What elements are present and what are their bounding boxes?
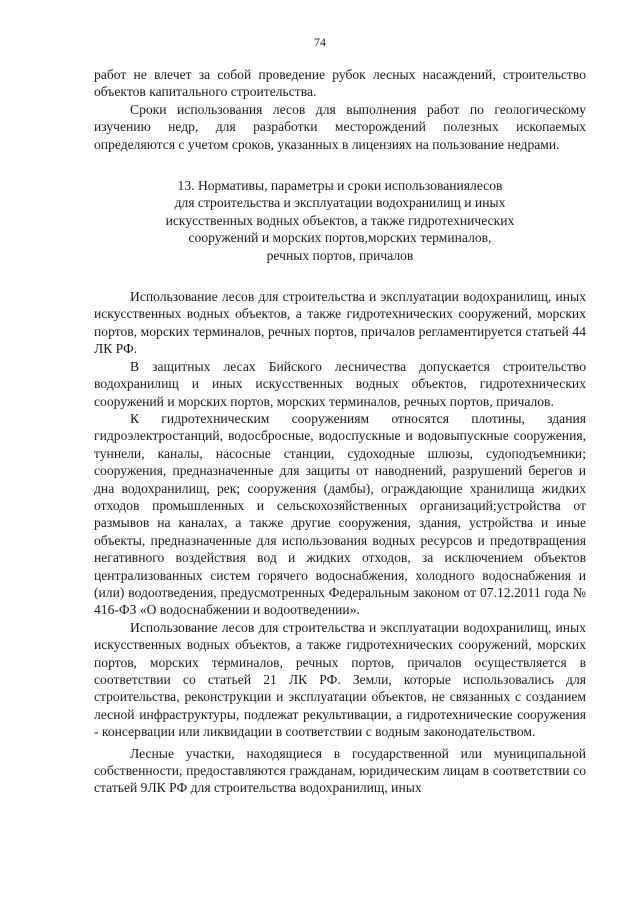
paragraph-geology-terms: Сроки использования лесов для выполнения работ по геологическому изучению недр, для разработки месторождений полезных ископаемых определяются с учетом сроков, указанных в лицензиях на пользование недрами.	[94, 101, 586, 152]
section-heading-line: для строительства и эксплуатации водохранилищ и иных	[174, 195, 506, 211]
paragraph-regulation: Использование лесов для строительства и эксплуатации водохранилищ, иных искусственных водных объектов, а также гидротехнических сооружений, морских портов, морских терминалов, речных портов, причалов регламентируется статьей 44 ЛК РФ.	[94, 289, 586, 357]
paragraph-land-plots: Лесные участки, находящиеся в государственной или муниципальной собственности, предоставляются гражданам, юридическим лицам в соответствии со статьей 9ЛК РФ для строительства водохранилищ, иных	[94, 745, 586, 796]
paragraph-protective-forests: В защитных лесах Бийского лесничества допускается строительство водохранилищ и иных искусственных водных объектов, гидротехнических сооружений и морских портов, морских терминалов, речных портов, причалов.	[94, 358, 586, 409]
section-heading-line: 13. Нормативы, параметры и сроки использованиялесов	[177, 178, 503, 194]
paragraph-usage-article-21: Использование лесов для строительства и эксплуатации водохранилищ, иных искусственных водных объектов, а также гидротехнических сооружений, морских портов, морских терминалов, речных портов, причалов осуществляется в соответствии со статьей 21 ЛК РФ. Земли, которые использовались для строительства, реконструкции и эксплуатации объектов, не связанных с созданием лесной инфраструктуры, подлежат рекультивации, а гидротехнические сооружения - консервации или ликвидации в соответствии с водным законодательством.	[94, 619, 586, 740]
paragraph-hydro-structures: К гидротехническим сооружениям относятся плотины, здания гидроэлектростанций, водосбросные, водоспускные и водовыпускные сооружения, туннели, каналы, насосные станции, судоходные шлюзы, судоподъемники; сооружения, предназначенные для защиты от наводнений, разрушений берегов и дна водохранилищ, рек; сооружения (дамбы), ограждающие хранилища жидких отходов промышленных и сельскохозяйственных организаций;устройства от размывов на каналах, а также другие сооружения, здания, устройства и иные объекты, предназначенные для использования водных ресурсов и предотвращения негативного воздействия вод и жидких отходов, за исключением объектов централизованных систем горячего водоснабжения, холодного водоснабжения и (или) водоотведения, предусмотренных Федеральным законом от 07.12.2011 года № 416-ФЗ «О водоснабжении и водоотведении».	[94, 410, 586, 618]
section-heading-line: речных портов, причалов	[266, 247, 414, 263]
paragraph-continuation: работ не влечет за собой проведение рубок лесных насаждений, строительство объектов капитального строительства.	[94, 67, 586, 100]
page-number: 74	[314, 35, 326, 49]
section-heading-line: искусственных водных объектов, а также гидротехнических	[165, 212, 515, 228]
page-body	[94, 66, 586, 797]
section-heading-line: сооружений и морских портов,морских терминалов,	[188, 230, 492, 246]
section-heading	[94, 177, 586, 264]
